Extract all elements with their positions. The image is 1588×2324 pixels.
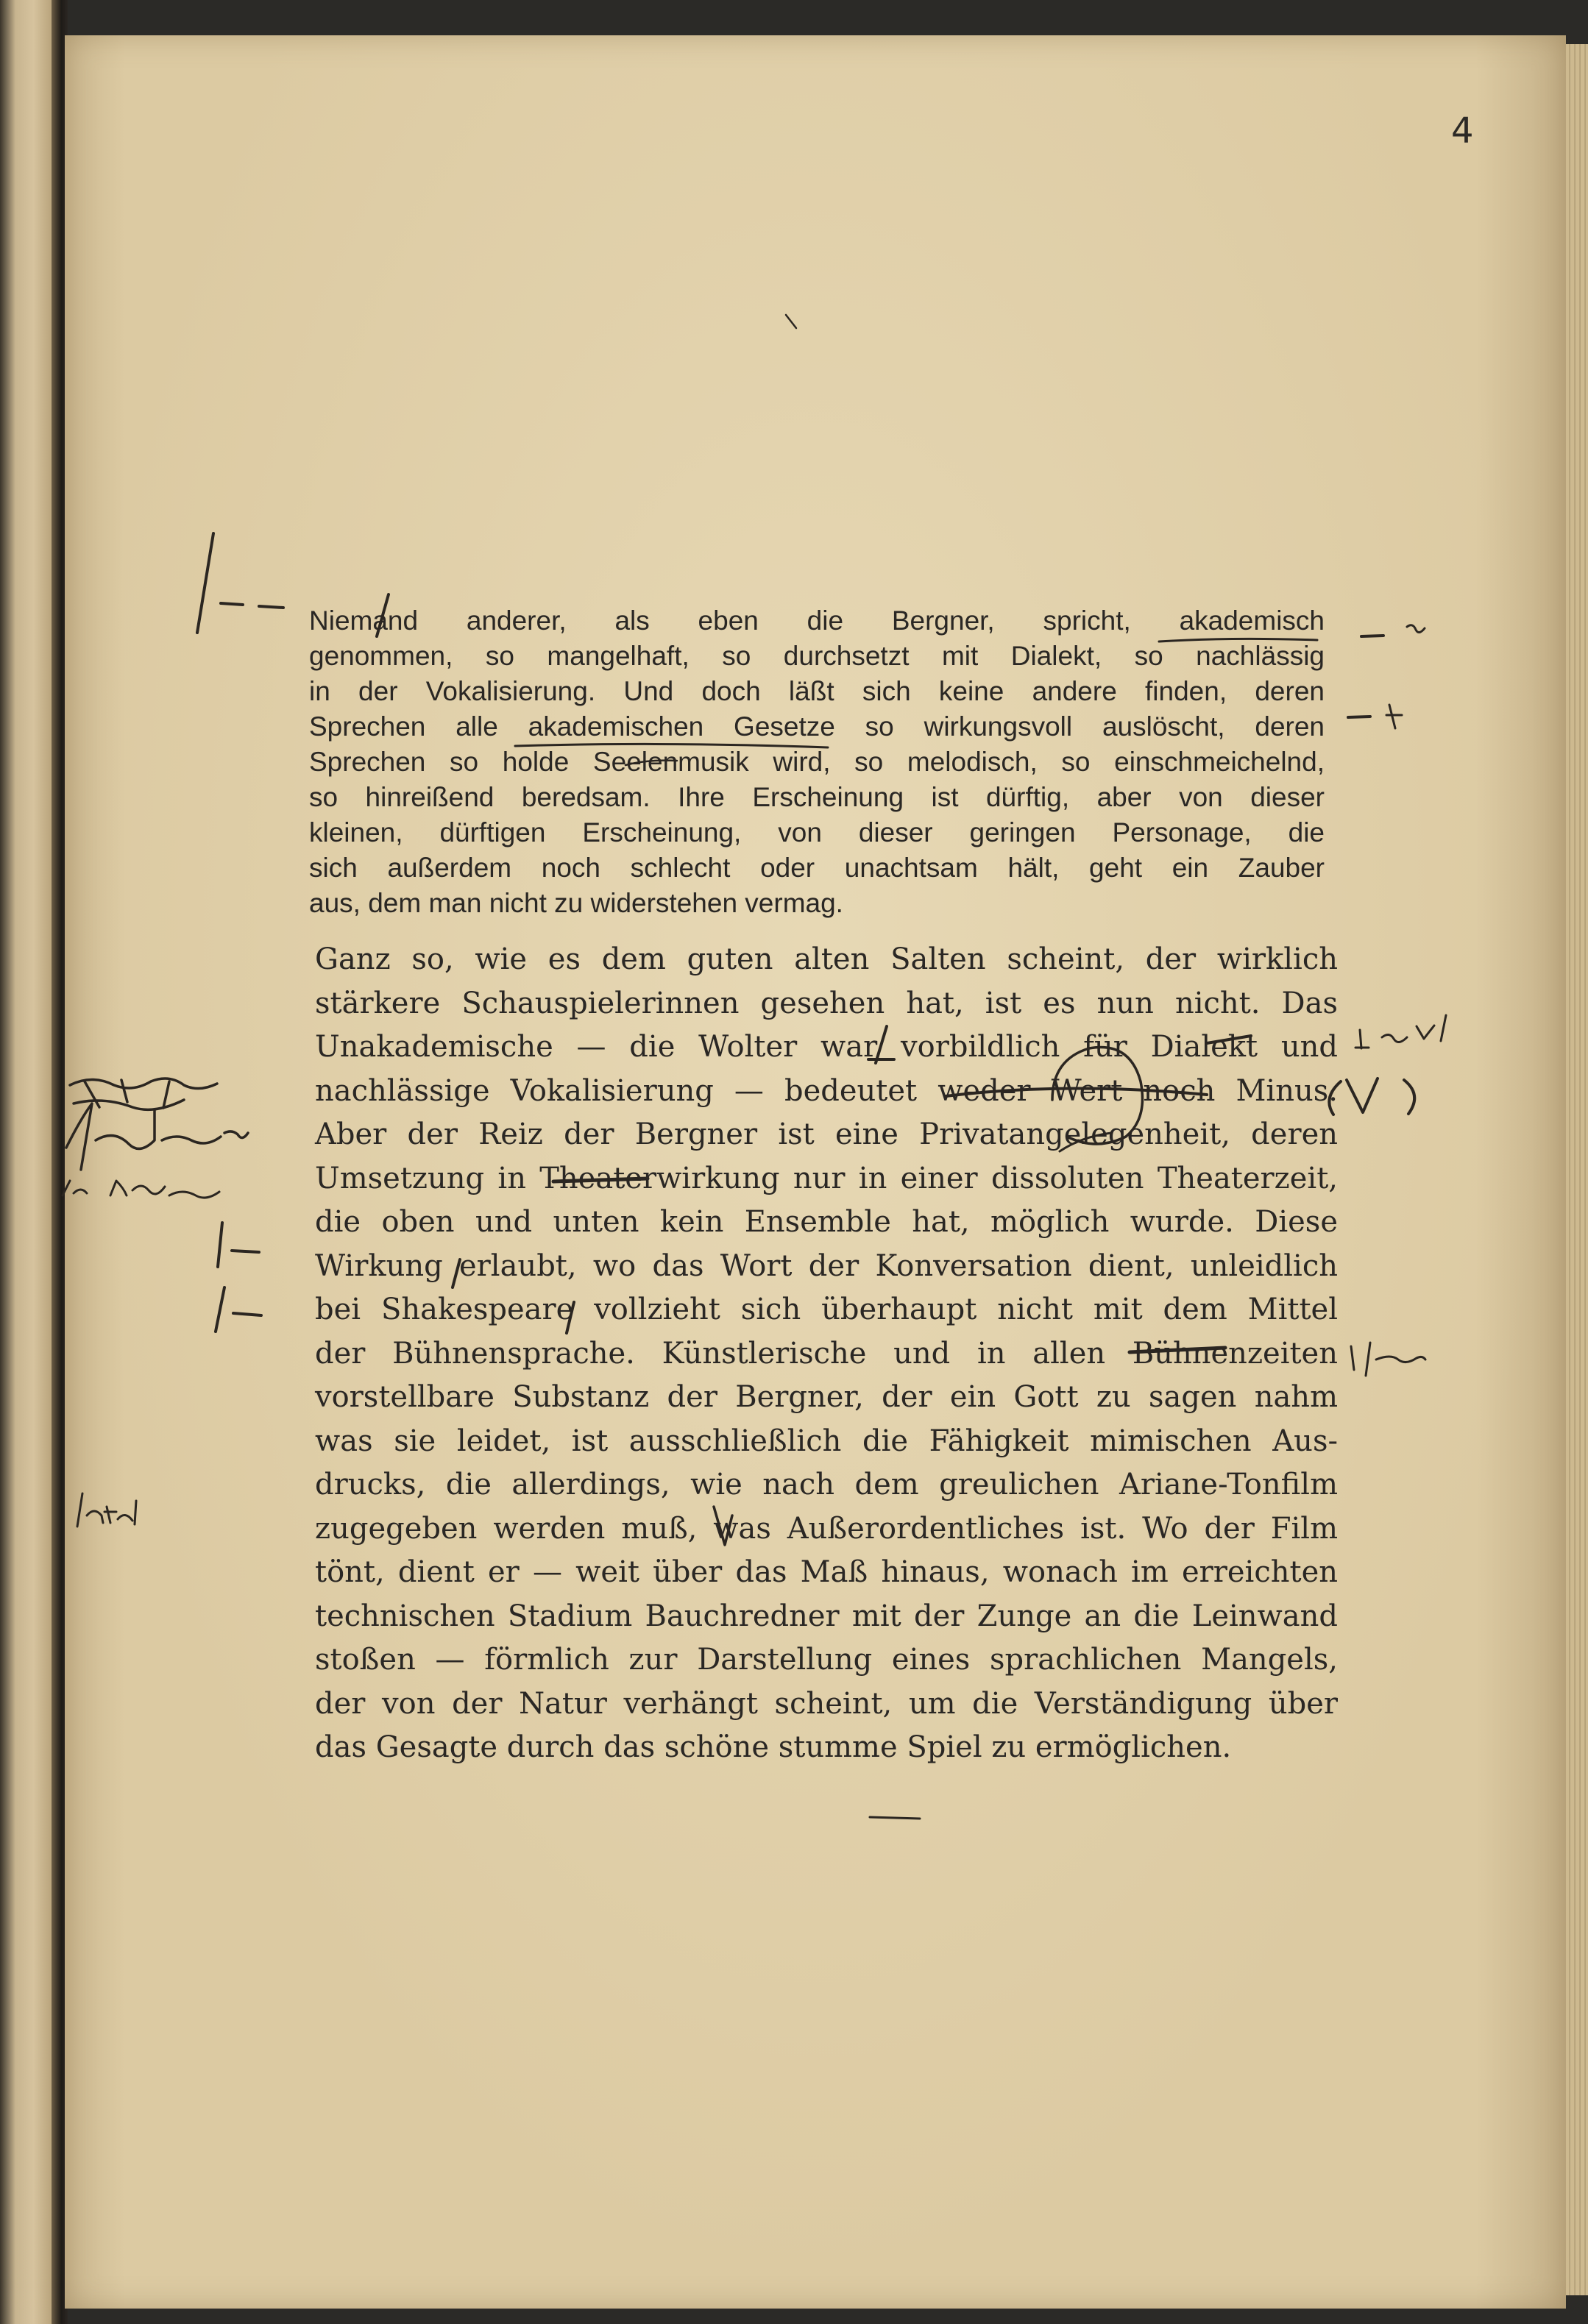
body-line: der Bühnensprache. Künstlerische und in allen Bühnenzeiten	[315, 1336, 1338, 1371]
body-line: stoßen — förmlich zur Darstellung eines sprachlichen Mangels,	[315, 1643, 1338, 1677]
body-line: stärkere Schauspielerinnen gesehen hat, ist es nun nicht. Das	[315, 986, 1338, 1020]
quote-line: kleinen, dürftigen Erscheinung, von dieser geringen Personage, die	[309, 817, 1325, 847]
quote-line: Niemand anderer, als eben die Bergner, spricht, akademisch	[309, 605, 1325, 636]
body-line: zugegeben werden muß, was Außerordentliches ist. Wo der Film	[315, 1511, 1338, 1546]
body-line: vorstellbare Substanz der Bergner, der ein Gott zu sagen nahm	[315, 1380, 1338, 1414]
body-line: Aber der Reiz der Bergner ist eine Privatangelegenheit, deren	[315, 1117, 1338, 1151]
quoted-paragraph	[309, 603, 1325, 921]
quote-line: in der Vokalisierung. Und doch läßt sich keine andere finden, deren	[309, 676, 1325, 706]
body-line: tönt, dient er — weit über das Maß hinaus, wonach im erreichten	[315, 1555, 1338, 1589]
body-line: Ganz so, wie es dem guten alten Salten scheint, der wirklich	[315, 942, 1338, 976]
body-line: technischen Stadium Bauchredner mit der Zunge an die Leinwand	[315, 1599, 1338, 1633]
body-line: drucks, die allerdings, wie nach dem greulichen Ariane-Tonfilm	[315, 1468, 1338, 1502]
quote-line: sich außerdem noch schlecht oder unachtsam hält, geht ein Zauber	[309, 853, 1325, 883]
quote-line: genommen, so mangelhaft, so durchsetzt mit Dialekt, so nachlässig	[309, 641, 1325, 671]
body-line: nachlässige Vokalisierung — bedeutet weder Wert noch Minus.	[315, 1073, 1338, 1108]
body-line: Unakademische — die Wolter war vorbildlich für Dialekt und	[315, 1030, 1338, 1064]
page-number: 4	[1451, 110, 1474, 152]
body-line: die oben und unten kein Ensemble hat, möglich wurde. Diese	[315, 1205, 1338, 1239]
quote-line: Sprechen alle akademischen Gesetze so wirkungsvoll auslöscht, deren	[309, 711, 1325, 742]
body-line: Wirkung erlaubt, wo das Wort der Konversation dient, unleidlich	[315, 1248, 1338, 1283]
body-line: bei Shakespeare vollzieht sich überhaupt nicht mit dem Mittel	[315, 1293, 1338, 1326]
quote-line: aus, dem man nicht zu widerstehen vermag.	[309, 888, 843, 918]
quote-line: so hinreißend beredsam. Ihre Erscheinung ist dürftig, aber von dieser	[309, 782, 1325, 812]
page-stack-edge	[1566, 44, 1588, 2295]
main-paragraph	[315, 938, 1338, 1770]
body-line: was sie leidet, ist ausschließlich die Fähigkeit mimischen Aus-	[315, 1424, 1338, 1458]
body-line: Umsetzung in Theaterwirkung nur in einer dissoluten Theaterzeit,	[315, 1161, 1338, 1195]
body-line: der von der Natur verhängt scheint, um die Verständigung über	[315, 1686, 1338, 1721]
book-spine	[0, 0, 52, 2324]
quote-line: Sprechen so holde Seelenmusik wird, so melodisch, so einschmeichelnd,	[309, 747, 1325, 777]
body-line: das Gesagte durch das schöne stumme Spiel zu ermöglichen.	[315, 1730, 1232, 1764]
